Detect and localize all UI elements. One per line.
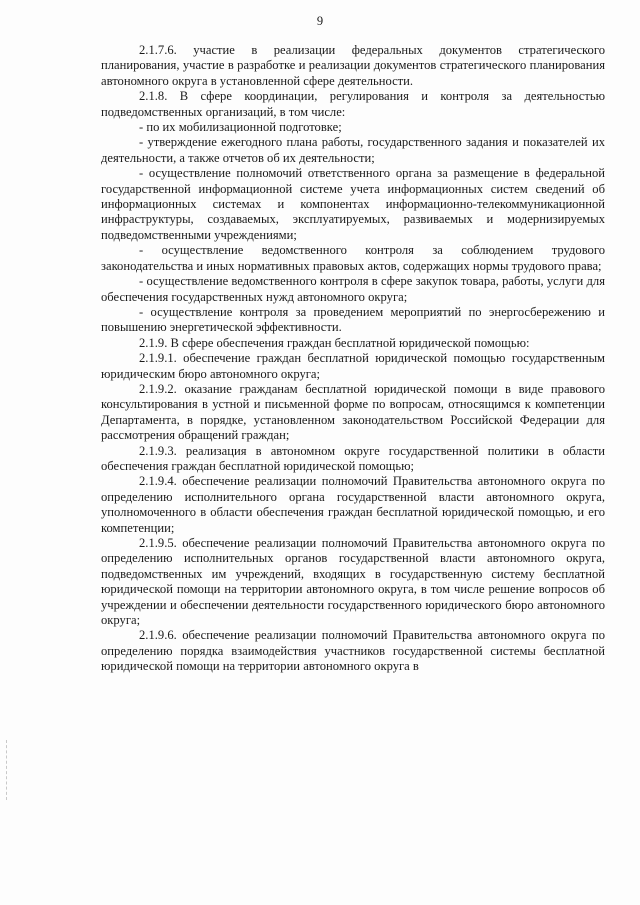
- list-item-mobilization: - по их мобилизационной подготовке;: [139, 120, 342, 135]
- paragraph-2-1-9-4: 2.1.9.4. обеспечение реализации полномочий Правительства автономного округа по определению исполнительного органа государственной власти автономного округа, уполномоченного в области обеспечения граждан бесплатной юридической помощью, и его компетенции;: [101, 474, 605, 535]
- paragraph-2-1-9: 2.1.9. В сфере обеспечения граждан бесплатной юридической помощью:: [139, 335, 530, 350]
- scan-margin-artifact: [6, 740, 9, 800]
- list-item-energy-saving: - осуществление контроля за проведением мероприятий по энергосбережению и повышению энергетической эффективности.: [101, 304, 605, 335]
- list-item-work-plan: - утверждение ежегодного плана работы, государственного задания и показателей их деятельности, а также отчетов об их деятельности;: [101, 135, 605, 165]
- list-item-procurement-control: - осуществление ведомственного контроля в сфере закупок товара, работы, услуги для обеспечения государственных нужд автономного округа;: [101, 274, 605, 304]
- paragraph-2-1-9-2: 2.1.9.2. оказание гражданам бесплатной юридической помощи в виде правового консультирования в устной и письменной форме по вопросам, относящимся к компетенции Департамента, в порядке, установленном законодательством Российской Федерации для рассмотрения обращений граждан;: [101, 381, 605, 443]
- paragraph-2-1-7-6: 2.1.7.6. участие в реализации федеральных документов стратегического планирования, участие в разработке и реализации документов стратегического планирования автономного округа в установленной сфере деятельности.: [101, 43, 605, 88]
- list-item-info-systems: - осуществление полномочий ответственного органа за размещение в федеральной государственной информационной системе учета информационных систем сведений об информационных системах и компонентах информационно-телекоммуникационной инфраструктуры, создаваемых, эксплуатируемых, развиваемых и модернизируемых подведомственными учреждениями;: [101, 166, 605, 242]
- paragraph-2-1-9-6: 2.1.9.6. обеспечение реализации полномочий Правительства автономного округа по определению порядка взаимодействия участников государственной системы бесплатной юридической помощи на территории автономного округа в: [101, 628, 605, 674]
- paragraph-2-1-9-1: 2.1.9.1. обеспечение граждан бесплатной юридической помощью государственным юридическим бюро автономного округа;: [101, 351, 605, 381]
- paragraph-2-1-8: 2.1.8. В сфере координации, регулирования и контроля за деятельностью подведомственных организаций, в том числе:: [101, 89, 605, 119]
- paragraph-2-1-9-5: 2.1.9.5. обеспечение реализации полномочий Правительства автономного округа по определению исполнительных органов государственной власти автономного округа, подведомственных им учреждений, входящих в государственную систему бесплатной юридической помощи на территории автономного округа, в том числе решение вопросов об учреждении и обеспечении деятельности государственного юридического бюро автономного округа;: [101, 536, 605, 628]
- document-body: [101, 43, 605, 675]
- paragraph-2-1-9-3: 2.1.9.3. реализация в автономном округе государственной политики в области обеспечения граждан бесплатной юридической помощью;: [101, 443, 605, 473]
- list-item-labor-control: - осуществление ведомственного контроля за соблюдением трудового законодательства и иных нормативных правовых актов, содержащих нормы трудового права;: [101, 243, 605, 273]
- page-number: 9: [316, 14, 324, 28]
